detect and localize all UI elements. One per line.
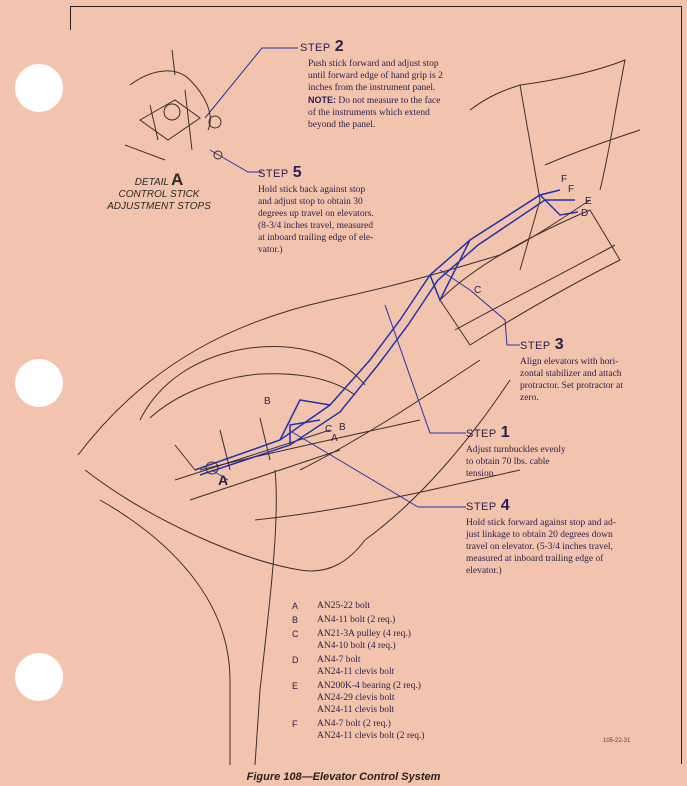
callout-d: D [581,208,589,219]
step-4-line: measured at inboard trailing edge of [466,554,604,564]
step-1-line: tension. [466,469,496,479]
step-4-number: 4 [500,497,511,514]
part-letter: F [292,719,298,729]
detail-label-letter: A [171,170,184,189]
callout-e: E [585,196,592,207]
part-item: AN4-10 bolt (4 req.) [317,641,396,651]
step-5-line: and adjust stop to obtain 30 [258,197,363,207]
step-2-note: of the instruments which extend [308,108,430,118]
parts-list [292,600,492,744]
parts-list-entry [292,718,492,742]
step-2-note-keyword: NOTE: [308,95,336,105]
callout-b: B [339,422,346,433]
figure-caption: Figure 108—Elevator Control System [246,771,441,783]
step-2-line: Push stick forward and adjust stop [308,59,439,69]
step-1-label: STEP [466,428,497,440]
step-5-number: 5 [292,164,303,181]
detail-a-label [100,170,218,213]
part-item: AN4-11 bolt (2 req.) [317,615,396,625]
part-item: AN21-3A pulley (4 req.) [317,629,411,639]
callout-a: A [331,433,338,444]
part-item: AN4-7 bolt (2 req.) [317,719,391,729]
part-item: AN200K-4 bearing (2 req.) [317,681,421,691]
step-5-label: STEP [258,168,289,180]
step-3-line: Align elevators with hori- [520,357,619,367]
step-4-line: Hold stick forward against stop and ad- [466,518,616,528]
step-2-line: inches from the instrument panel. [308,83,436,93]
step-5-line: (8-3/4 inches travel, measured [258,221,374,231]
step-2-note: beyond the panel. [308,120,376,130]
part-letter: E [292,681,299,691]
callout-c: C [474,285,482,296]
step-3-number: 3 [554,336,565,353]
step-4-line: travel on elevator. (5-3/4 inches travel, [466,542,613,552]
callout-a-detail: A [218,472,229,488]
part-item: AN24-11 clevis bolt (2 req.) [317,731,425,741]
step-2-note: Do not measure to the face [338,96,441,106]
part-item: AN24-11 clevis bolt [317,705,395,715]
callout-f: F [568,184,575,195]
detail-label-word: DETAIL [134,177,169,188]
step-2-number: 2 [334,38,345,55]
step-4-label: STEP [466,501,497,513]
step-5 [258,164,408,256]
step-3-line: zontal stabilizer and attach [520,369,622,379]
step-1-line: Adjust turnbuckles evenly [466,445,566,455]
callout-c: C [325,424,333,435]
step-4-line: elevator.) [466,566,502,576]
step-2-line: until forward edge of hand grip is 2 [308,71,443,81]
step-3-line: protractor. Set protractor at [520,381,623,391]
part-item: AN4-7 bolt [317,655,361,665]
part-item: AN25-22 bolt [317,601,371,611]
step-1-number: 1 [500,424,511,441]
step-3 [520,336,660,404]
part-letter: A [292,601,299,611]
parts-list-entry [292,628,492,652]
detail-label-line2: CONTROL STICK [118,189,200,200]
step-2 [300,38,460,131]
step-4-line: just linkage to obtain 20 degrees down [466,530,613,540]
part-item: AN24-11 clevis bolt [317,667,395,677]
step-4 [466,497,646,577]
step-5-line: vator.) [258,245,283,255]
step-5-line: degrees up travel on elevators. [258,209,374,219]
step-3-label: STEP [520,340,551,352]
parts-list-entry [292,654,492,678]
step-1-line: to obtain 70 lbs. cable [466,457,550,467]
part-item: AN24-29 clevis bolt [317,693,395,703]
detail-label-line3: ADJUSTMENT STOPS [107,201,211,212]
step-3-line: zero. [520,393,539,403]
step-5-line: Hold stick back against stop [258,185,366,195]
callout-f: F [561,174,568,185]
part-letter: C [292,629,299,639]
step-5-line: at inboard trailing edge of ele- [258,233,374,243]
callout-b: B [264,396,271,407]
parts-list-entry [292,600,492,612]
part-letter: D [292,655,299,665]
drawing-code: 105-22-31 [603,738,631,744]
part-letter: B [292,615,299,625]
parts-list-entry [292,614,492,626]
parts-list-entry [292,680,492,716]
step-2-label: STEP [300,42,331,54]
step-1 [466,424,606,480]
